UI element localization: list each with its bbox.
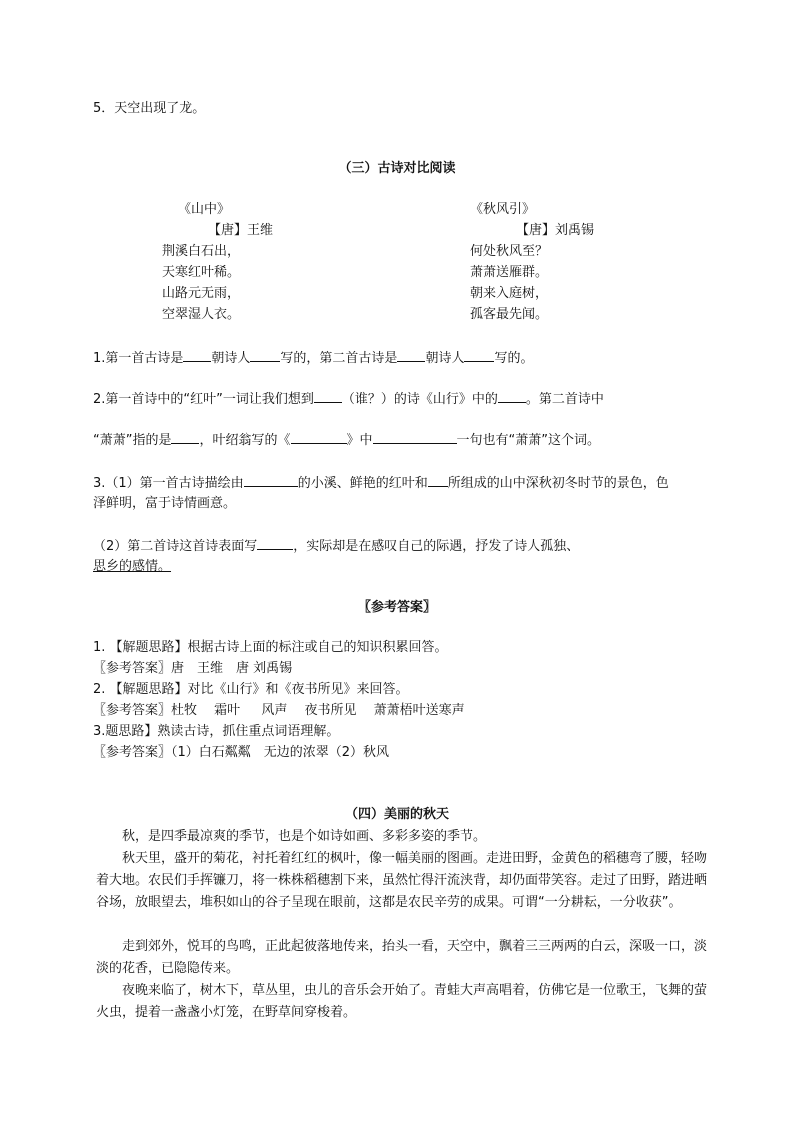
answer-line: 〖参考答案〗杜牧 霜叶 风声 夜书所见 萧萧梧叶送寒声 (93, 703, 465, 718)
section4-title: （四）美丽的秋天 (344, 807, 449, 822)
q3b-text: ，实际却是在感叹自己的际遇，抒发了诗人孤独、 (293, 539, 580, 554)
section3-title: （三）古诗对比阅读 (338, 161, 456, 176)
q1-text: 朝诗人 (211, 351, 251, 366)
answer-blank[interactable] (314, 389, 342, 403)
q2-text: 。第二首诗中 (525, 392, 604, 407)
paragraph: 秋，是四季最凉爽的季节，也是个如诗如画、多彩多姿的季节。 (122, 829, 487, 844)
q2b-text: “萧萧”指的是 (93, 433, 172, 448)
answer-line: 2. 【解题思路】对比《山行》和《夜书所见》来回答。 (93, 682, 409, 697)
question-1 (93, 348, 533, 368)
q3-text: 的小溪、鲜艳的红叶和 (297, 476, 428, 491)
poem1-line: 天寒红叶稀。 (162, 265, 241, 280)
answer-blank[interactable] (428, 473, 448, 487)
paragraph: 走到郊外，悦耳的鸟鸣，正此起彼落地传来，抬头一看，天空中，飘着三三两两的白云，深吸一口，淡淡的花香，已隐隐传来。 (96, 939, 708, 976)
answer-blank[interactable] (464, 348, 494, 362)
poem1-line: 荆溪白石出， (162, 244, 241, 259)
q3-text: 3.（1）第一首古诗描绘由 (93, 476, 244, 491)
top-item: 5．天空出现了龙。 (93, 101, 206, 116)
answer-blank[interactable] (498, 389, 526, 403)
poem1-line: 山路元无雨， (162, 286, 241, 301)
answer-blank[interactable] (373, 430, 457, 444)
poem2-line: 孤客最先闻。 (470, 307, 549, 322)
poem2-line: 何处秋风至？ (470, 244, 549, 259)
q3-text: 所组成的山中深秋初冬时节的景色，色 (447, 476, 669, 491)
answers-title: 〖参考答案〗 (357, 600, 436, 615)
q2b-text: 一句也有“萧萧”这个词。 (456, 433, 600, 448)
question-3 (93, 473, 669, 493)
q1-text: 朝诗人 (425, 351, 465, 366)
poem2-line: 萧萧送雁群。 (470, 265, 549, 280)
answer-blank[interactable] (257, 536, 293, 550)
answer-blank[interactable] (171, 430, 199, 444)
paragraph: 秋天里，盛开的菊花，衬托着红红的枫叶，像一幅美丽的图画。走进田野，金黄色的稻穗弯了腰，轻吻着大地。农民们手挥镰刀，将一株株稻穗割下来，虽然忙得汗流浃背，却仍面带笑容。走过了田野，踏进晒谷场，放眼望去，堆积如山的谷子呈现在眼前，这都是农民辛劳的成果。可谓“一分耕耘，一分收获”。 (96, 851, 708, 910)
question-3b-cont: 思乡的感情。 (93, 559, 172, 574)
poem1 (162, 199, 273, 325)
answer-blank[interactable] (183, 348, 211, 362)
q1-text: 写的，第二首古诗是 (280, 351, 398, 366)
q2-text: （谁？）的诗《山行》中的 (341, 392, 498, 407)
poem1-line: 空翠湿人衣。 (162, 307, 241, 322)
answer-line: 〖参考答案〗（1）白石粼粼 无边的浓翠（2）秋风 (93, 745, 390, 760)
poem2 (470, 199, 594, 325)
answer-line: 〖参考答案〗唐 王维 唐 刘禹锡 (93, 661, 293, 676)
answer-line: 3.题思路】熟读古诗，抓住重点词语理解。 (93, 724, 340, 739)
answer-blank[interactable] (244, 473, 298, 487)
q2-text: 2.第一首诗中的“红叶”一词让我们想到 (93, 392, 314, 407)
paragraph: 夜晚来临了，树木下，草丛里，虫儿的音乐会开始了。青蛙大声高唱着，仿佛它是一位歌王，飞舞的萤火虫，提着一盏盏小灯笼，在野草间穿梭着。 (96, 983, 708, 1020)
question-2b (93, 430, 600, 450)
poem2-author: 【唐】刘禹锡 (516, 223, 595, 238)
question-2 (93, 389, 604, 409)
poem2-title: 《秋风引》 (470, 202, 536, 217)
answer-blank[interactable] (250, 348, 280, 362)
q3b-text: （2）第二首诗这首诗表面写 (93, 539, 258, 554)
answer-blank[interactable] (291, 430, 347, 444)
poem1-title: 《山中》 (178, 202, 231, 217)
q2b-text: 》中 (346, 433, 373, 448)
q2b-text: ，叶绍翁写的《 (199, 433, 291, 448)
poem2-line: 朝来入庭树， (470, 286, 549, 301)
poem1-author: 【唐】王维 (208, 223, 274, 238)
answer-line: 1. 【解题思路】根据古诗上面的标注或自己的知识积累回答。 (93, 640, 448, 655)
q1-text: 写的。 (494, 351, 534, 366)
answer-blank[interactable] (397, 348, 425, 362)
q1-text: 1.第一首古诗是 (93, 351, 184, 366)
question-3b (93, 536, 579, 556)
question-3-cont: 泽鲜明，富于诗情画意。 (93, 496, 237, 511)
